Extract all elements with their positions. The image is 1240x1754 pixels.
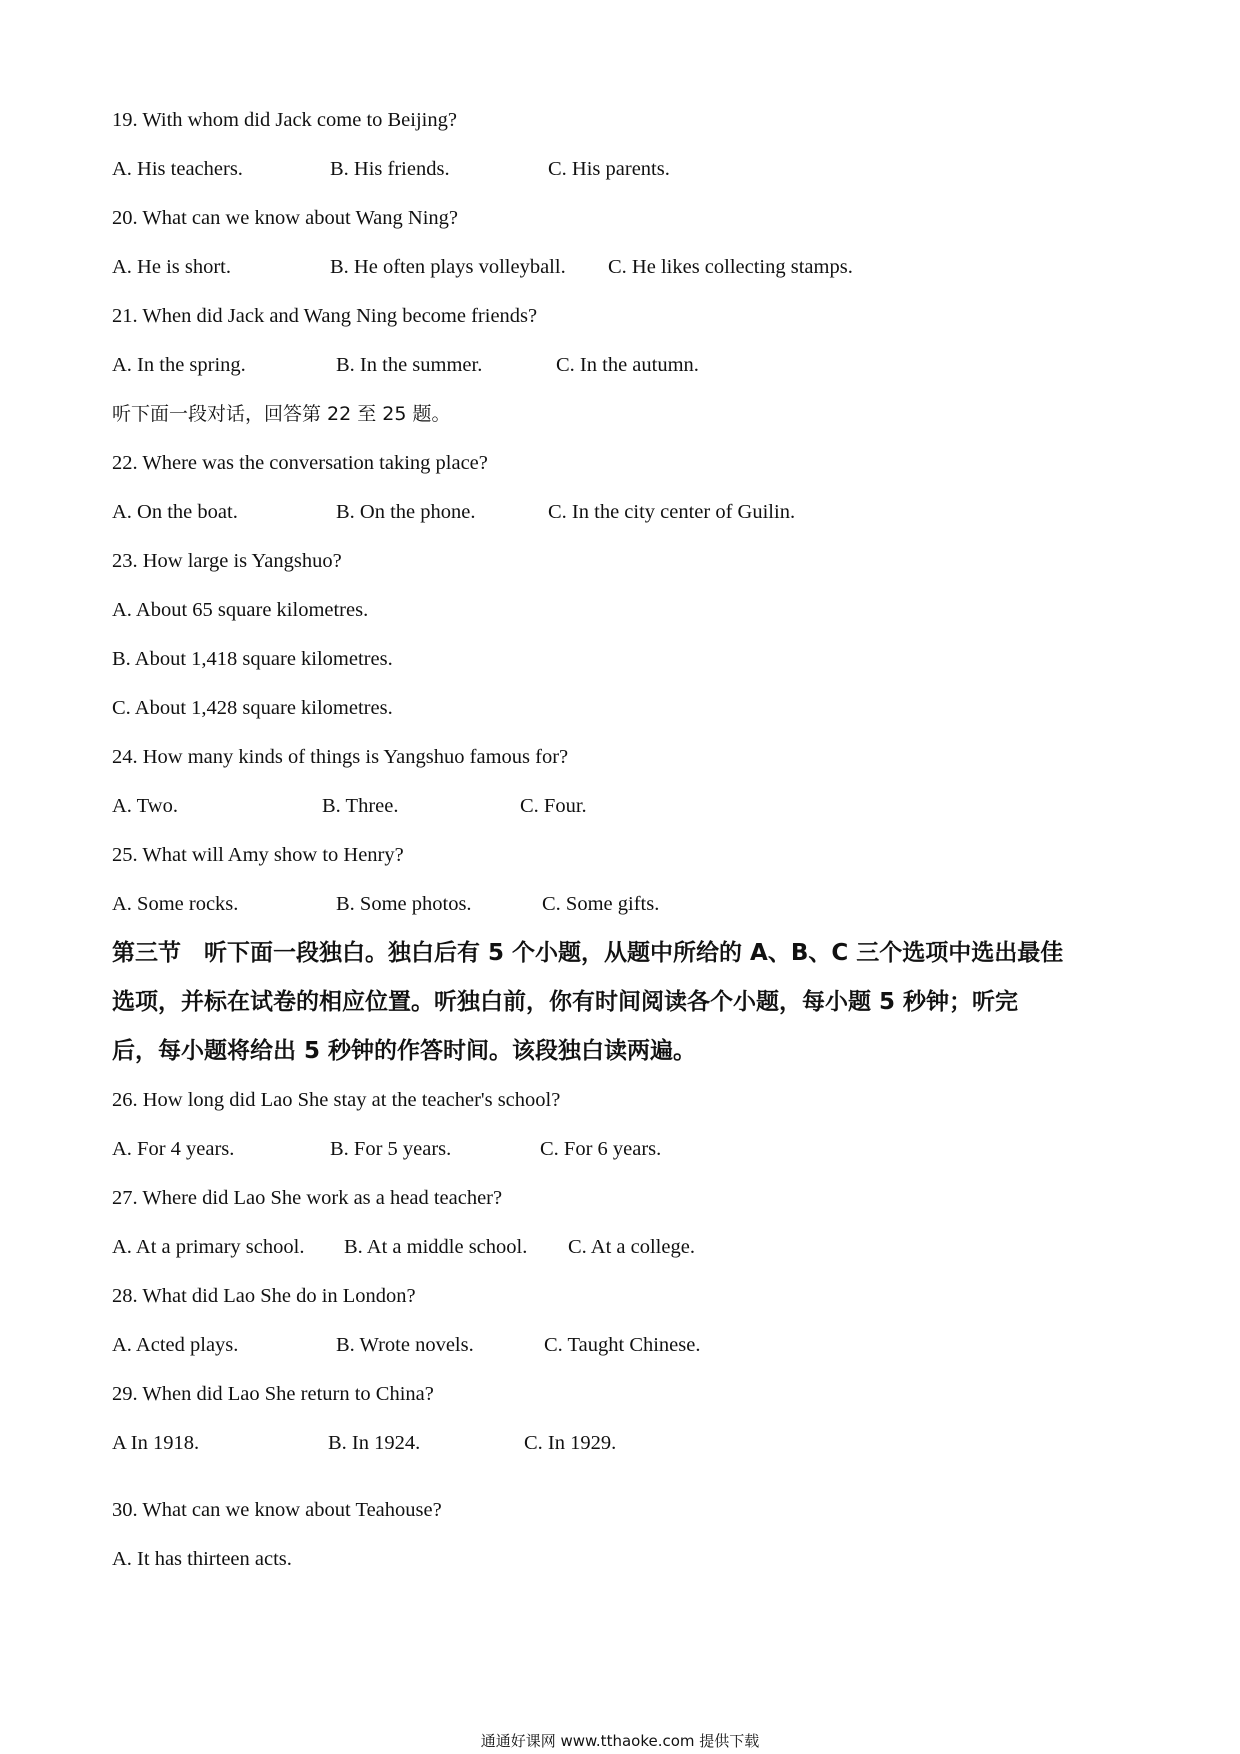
option-26-a: A. For 4 years. xyxy=(112,1138,235,1160)
option-25-c: C. Some gifts. xyxy=(542,893,660,915)
option-26-c: C. For 6 years. xyxy=(540,1138,662,1160)
option-26-b: B. For 5 years. xyxy=(330,1138,452,1160)
option-24-b: B. Three. xyxy=(322,795,399,817)
question-24: 24. How many kinds of things is Yangshuo famous for? xyxy=(112,746,569,768)
option-27-c: C. At a college. xyxy=(568,1236,695,1258)
option-28-b: B. Wrote novels. xyxy=(336,1334,474,1356)
option-29-c: C. In 1929. xyxy=(524,1432,617,1454)
option-30-a: A. It has thirteen acts. xyxy=(112,1548,292,1570)
option-21-c: C. In the autumn. xyxy=(556,354,699,376)
option-23-a: A. About 65 square kilometres. xyxy=(112,599,369,621)
option-21-b: B. In the summer. xyxy=(336,354,483,376)
question-21: 21. When did Jack and Wang Ning become friends? xyxy=(112,305,538,327)
option-21-a: A. In the spring. xyxy=(112,354,246,376)
option-23-c: C. About 1,428 square kilometres. xyxy=(112,697,393,719)
option-19-c: C. His parents. xyxy=(548,158,670,180)
option-25-a: A. Some rocks. xyxy=(112,893,239,915)
option-22-b: B. On the phone. xyxy=(336,501,476,523)
question-28: 28. What did Lao She do in London? xyxy=(112,1285,416,1307)
question-30: 30. What can we know about Teahouse? xyxy=(112,1499,442,1521)
option-28-c: C. Taught Chinese. xyxy=(544,1334,701,1356)
question-25: 25. What will Amy show to Henry? xyxy=(112,844,404,866)
option-22-c: C. In the city center of Guilin. xyxy=(548,501,796,523)
option-27-a: A. At a primary school. xyxy=(112,1236,305,1258)
instruction-22-25: 听下面一段对话，回答第 22 至 25 题。 xyxy=(112,403,451,425)
section3-instruction-line1: 第三节 听下面一段独白。独白后有 5 个小题，从题中所给的 A、B、C 三个选项中选出最佳 xyxy=(112,940,1064,966)
section3-instruction-line2: 选项，并标在试卷的相应位置。听独白前，你有时间阅读各个小题，每小题 5 秒钟；听完 xyxy=(112,989,1019,1015)
option-29-a: A In 1918. xyxy=(112,1432,200,1454)
question-27: 27. Where did Lao She work as a head teacher? xyxy=(112,1187,503,1209)
option-27-b: B. At a middle school. xyxy=(344,1236,528,1258)
section3-instruction-line3: 后，每小题将给出 5 秒钟的作答时间。该段独白读两遍。 xyxy=(112,1038,697,1064)
option-25-b: B. Some photos. xyxy=(336,893,472,915)
question-26: 26. How long did Lao She stay at the teacher's school? xyxy=(112,1089,561,1111)
option-24-a: A. Two. xyxy=(112,795,178,817)
question-23: 23. How large is Yangshuo? xyxy=(112,550,342,572)
option-20-a: A. He is short. xyxy=(112,256,232,278)
option-20-b: B. He often plays volleyball. xyxy=(330,256,566,278)
option-20-c: C. He likes collecting stamps. xyxy=(608,256,853,278)
option-24-c: C. Four. xyxy=(520,795,587,817)
option-19-a: A. His teachers. xyxy=(112,158,243,180)
question-22: 22. Where was the conversation taking place? xyxy=(112,452,488,474)
option-19-b: B. His friends. xyxy=(330,158,450,180)
question-20: 20. What can we know about Wang Ning? xyxy=(112,207,459,229)
option-23-b: B. About 1,418 square kilometres. xyxy=(112,648,393,670)
option-28-a: A. Acted plays. xyxy=(112,1334,239,1356)
question-19: 19. With whom did Jack come to Beijing? xyxy=(112,109,457,131)
footer-watermark: 通通好课网 www.tthaoke.com 提供下载 xyxy=(480,1732,760,1750)
option-22-a: A. On the boat. xyxy=(112,501,238,523)
question-29: 29. When did Lao She return to China? xyxy=(112,1383,434,1405)
option-29-b: B. In 1924. xyxy=(328,1432,421,1454)
